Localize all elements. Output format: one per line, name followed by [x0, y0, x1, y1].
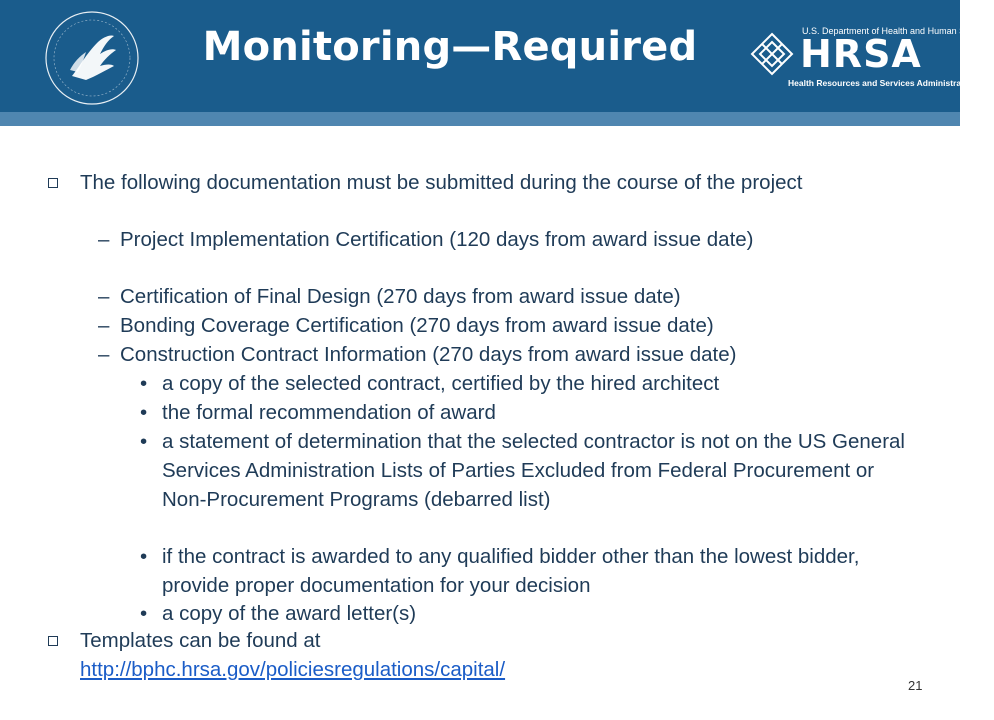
- dot-marker: •: [140, 602, 148, 625]
- subitem-construction: [98, 340, 920, 369]
- dot-marker: •: [140, 401, 148, 424]
- dot-marker: •: [140, 372, 148, 395]
- subsubitem-text: a statement of determination that the selected contractor is not on the US General Services Administration Lists of Parties Excluded from Federal Procurement or Non-Procurement Programs (debarred list): [162, 430, 905, 511]
- hrsa-full-name: Health Resources and Services Administration: [788, 78, 977, 88]
- subitem-bonding: [98, 311, 920, 340]
- dot-marker: •: [140, 545, 148, 568]
- square-bullet-icon: [48, 178, 58, 188]
- hhs-seal-icon: [40, 6, 144, 110]
- templates-link[interactable]: http://bphc.hrsa.gov/policiesregulations/capital/: [80, 658, 506, 681]
- dot-marker: •: [140, 430, 148, 453]
- subsubitem-qualified-bidder: [140, 542, 922, 600]
- subsubitem-text: a copy of the award letter(s): [162, 602, 417, 625]
- dash-marker: –: [98, 228, 110, 251]
- square-bullet-icon: [48, 636, 58, 646]
- hrsa-logo: [748, 26, 994, 90]
- hrsa-department: U.S. Department of Health and Human Services: [802, 26, 994, 36]
- bullet-templates: [80, 626, 910, 684]
- slide-header: [0, 0, 994, 112]
- subsubitem-determination: [140, 427, 922, 514]
- subsubitem-text: if the contract is awarded to any qualified bidder other than the lowest bidder, provide proper documentation for your decision: [162, 545, 860, 597]
- subsubitem-award-letter: [140, 599, 922, 628]
- subitem-text: Bonding Coverage Certification (270 days from award issue date): [120, 314, 714, 337]
- subsubitem-text: a copy of the selected contract, certified by the hired architect: [162, 372, 720, 395]
- page-number: 21: [908, 678, 923, 693]
- header-divider: [0, 112, 960, 126]
- hrsa-wordmark: HRSA: [800, 32, 922, 76]
- bullet-documentation: [80, 168, 910, 197]
- subsubitem-contract-copy: [140, 369, 922, 398]
- bullet-text: The following documentation must be submitted during the course of the project: [80, 171, 803, 194]
- subitem-final-design: [98, 282, 920, 311]
- dash-marker: –: [98, 285, 110, 308]
- subitem-text: Construction Contract Information (270 days from award issue date): [120, 343, 737, 366]
- subitem-text: Certification of Final Design (270 days from award issue date): [120, 285, 681, 308]
- hrsa-mark-icon: [748, 30, 796, 82]
- page-title: Monitoring—Required: [202, 24, 698, 70]
- dash-marker: –: [98, 343, 110, 366]
- subsubitem-recommendation: [140, 398, 922, 427]
- dash-marker: –: [98, 314, 110, 337]
- subitem-implementation: [98, 225, 920, 254]
- subitem-text: Project Implementation Certification (120 days from award issue date): [120, 228, 754, 251]
- bullet-text: Templates can be found at: [80, 629, 321, 652]
- subsubitem-text: the formal recommendation of award: [162, 401, 496, 424]
